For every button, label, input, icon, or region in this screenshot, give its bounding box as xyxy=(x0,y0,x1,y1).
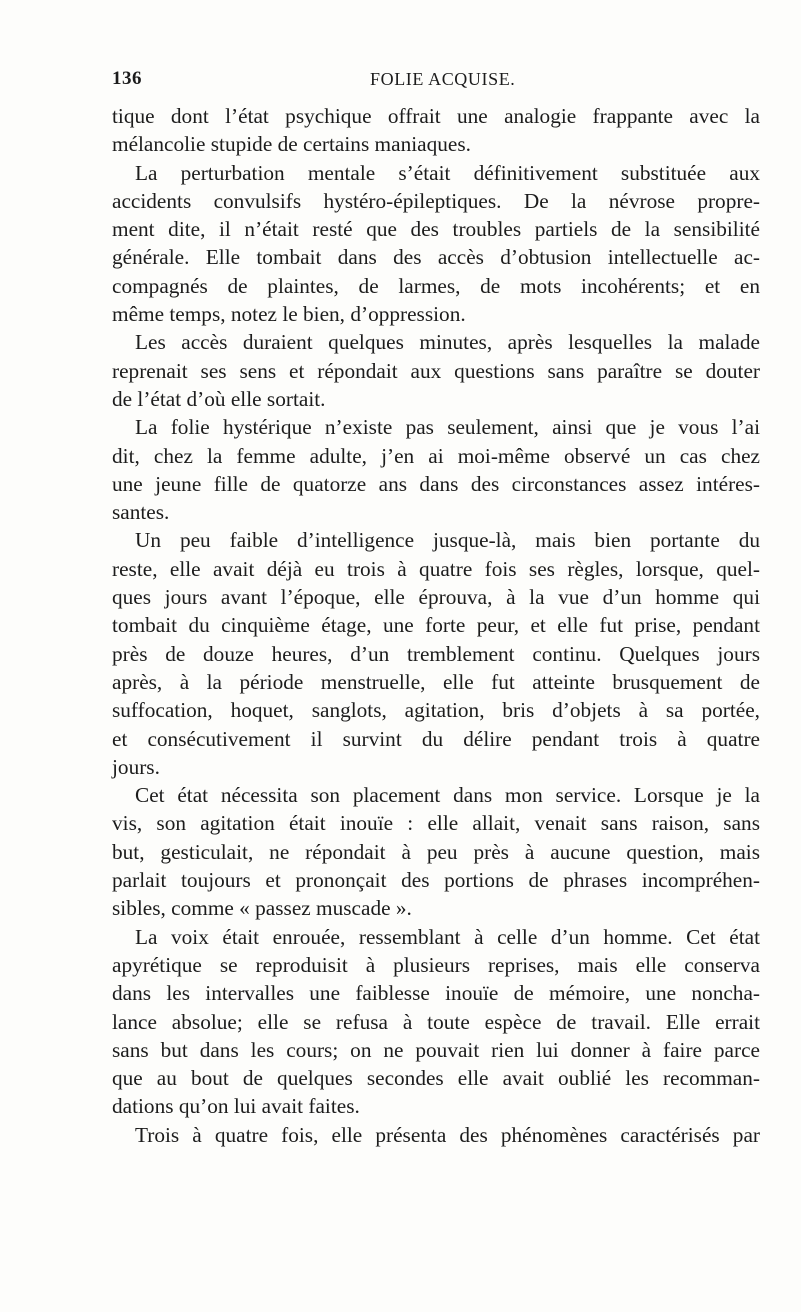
text-line: apyrétique se reproduisit à plusieurs reprises, mais elle conserva xyxy=(112,952,760,977)
text-line: vis, son agitation était inouïe : elle allait, venait sans raison, sans xyxy=(112,811,760,836)
text-line: tombait du cinquième étage, une forte peur, et elle fut prise, pendant xyxy=(112,613,760,638)
text-line: sans but dans les cours; on ne pouvait rien lui donner à faire parce xyxy=(112,1037,760,1062)
text-line: La voix était enrouée, ressemblant à celle d’un homme. Cet état xyxy=(135,924,760,949)
text-line: une jeune fille de quatorze ans dans des circonstances assez intéres- xyxy=(112,471,760,496)
page-header xyxy=(112,68,752,92)
text-line: santes. xyxy=(112,500,170,525)
text-line: reprenait ses sens et répondait aux questions sans paraître se douter xyxy=(112,358,760,383)
page-number: 136 xyxy=(112,68,142,89)
text-line: jours. xyxy=(112,754,160,779)
text-line: mélancolie stupide de certains maniaques. xyxy=(112,132,471,157)
text-line: accidents convulsifs hystéro-épileptiques. De la névrose propre- xyxy=(112,188,760,213)
text-line: et consécutivement il survint du délire pendant trois à quatre xyxy=(112,726,760,751)
text-line: de l’état d’où elle sortait. xyxy=(112,386,326,411)
text-line: but, gesticulait, ne répondait à peu près à aucune question, mais xyxy=(112,839,760,864)
text-line: compagnés de plaintes, de larmes, de mots incohérents; et en xyxy=(112,273,760,298)
running-title: FOLIE ACQUISE. xyxy=(370,69,516,89)
text-line: après, à la période menstruelle, elle fut atteinte brusquement de xyxy=(112,669,760,694)
text-line: ques jours avant l’époque, elle éprouva, à la vue d’un homme qui xyxy=(112,585,760,610)
text-line: La folie hystérique n’existe pas seulement, ainsi que je vous l’ai xyxy=(135,415,760,440)
text-line: reste, elle avait déjà eu trois à quatre fois ses règles, lorsque, quel- xyxy=(112,556,760,581)
text-line: La perturbation mentale s’était définitivement substituée aux xyxy=(135,160,760,185)
text-line: lance absolue; elle se refusa à toute espèce de travail. Elle errait xyxy=(112,1009,760,1034)
text-line: suffocation, hoquet, sanglots, agitation, bris d’objets à sa portée, xyxy=(112,698,760,723)
text-line: Trois à quatre fois, elle présenta des phénomènes caractérisés par xyxy=(135,1122,760,1147)
text-line: dans les intervalles une faiblesse inouïe de mémoire, une noncha- xyxy=(112,981,760,1006)
body-text xyxy=(112,102,760,1149)
text-line: Cet état nécessita son placement dans mon service. Lorsque je la xyxy=(135,783,760,808)
text-line: parlait toujours et prononçait des portions de phrases incompréhen- xyxy=(112,868,760,893)
text-line: dations qu’on lui avait faites. xyxy=(112,1094,360,1119)
text-line: ment dite, il n’était resté que des troubles partiels de la sensibilité xyxy=(112,217,760,242)
text-line: générale. Elle tombait dans des accès d’obtusion intellectuelle ac- xyxy=(112,245,760,270)
text-line: même temps, notez le bien, d’oppression. xyxy=(112,302,466,327)
text-line: sibles, comme « passez muscade ». xyxy=(112,896,412,921)
text-line: tique dont l’état psychique offrait une analogie frappante avec la xyxy=(112,104,760,128)
text-line: Les accès duraient quelques minutes, après lesquelles la malade xyxy=(135,330,760,355)
text-line: Un peu faible d’intelligence jusque-là, mais bien portante du xyxy=(135,528,760,553)
text-line: près de douze heures, d’un tremblement continu. Quelques jours xyxy=(112,641,760,666)
text-line: que au bout de quelques secondes elle avait oublié les recomman- xyxy=(112,1066,760,1091)
text-line: dit, chez la femme adulte, j’en ai moi-même observé un cas chez xyxy=(112,443,760,468)
